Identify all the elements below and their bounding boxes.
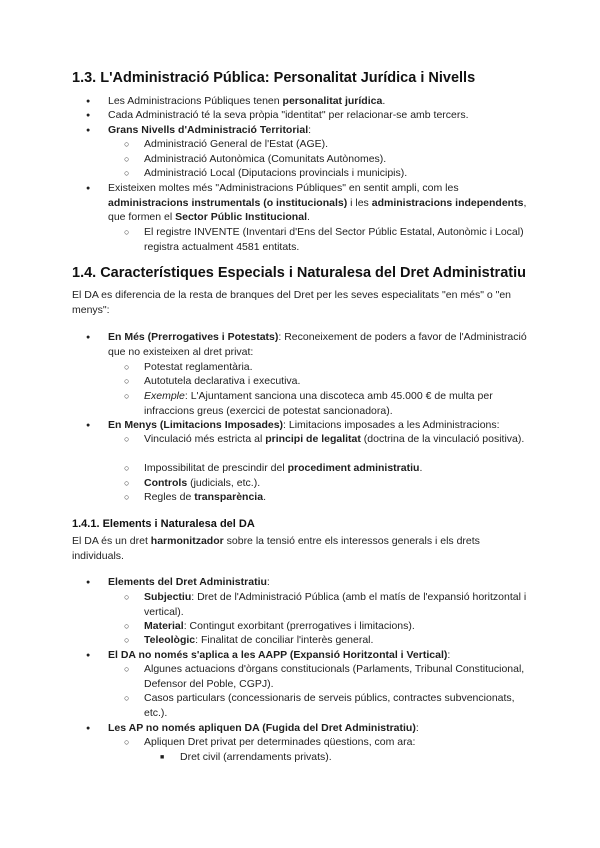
paragraph: El DA es diferencia de la resta de branques del Dret per les seves especialitats "en més" o "en menys": (72, 289, 512, 316)
list-item: ○ Casos particulars (concessionaris de serveis públics, contractes subvencionats, etc.). (144, 691, 534, 720)
list-item: ○ Teleològic: Finalitat de conciliar l'interès general. (144, 633, 534, 648)
list-item: ○ Administració Autonòmica (Comunitats Autònomes). (144, 152, 534, 167)
list-item: ● Les AP no només apliquen DA (Fugida del Dret Administratiu): (108, 721, 538, 736)
list-item: ○ Administració Local (Diputacions provincials i municipis). (144, 166, 534, 181)
list-item: ○ Potestat reglamentària. (144, 360, 534, 375)
list-item: ○ Material: Contingut exorbitant (prerrogatives i limitacions). (144, 619, 534, 634)
list-item: ● Cada Administració té la seva pròpia "identitat" per relacionar-se amb tercers. (108, 108, 538, 123)
list-item: ○ Vinculació més estricta al principi de legalitat (doctrina de la vinculació positiva). (144, 432, 534, 447)
list-item: ● Les Administracions Públiques tenen personalitat jurídica. (108, 94, 538, 109)
heading-1-4: 1.4. Característiques Especials i Naturalesa del Dret Administratiu (72, 265, 526, 281)
list-item: ○ Apliquen Dret privat per determinades qüestions, com ara: (144, 735, 534, 750)
list-item: ○ Subjectiu: Dret de l'Administració Pública (amb el matís de l'expansió horitzontal i vertical). (144, 590, 534, 619)
list-item: ○ Administració General de l'Estat (AGE). (144, 137, 534, 152)
list-item: ● Existeixen moltes més "Administracions Públiques" en sentit ampli, com les administracions instrumentals (o institucionals) i les administracions independents, que formen el Sector Públic Institucional. (108, 181, 538, 225)
list-item: ○ Exemple: L'Ajuntament sanciona una discoteca amb 45.000 € de multa per infraccions greus (exercici de potestat sancionadora). (144, 389, 534, 418)
list-item: ○ Autotutela declarativa i executiva. (144, 374, 534, 389)
list-item: ○ El registre INVENTE (Inventari d'Ens del Sector Públic Estatal, Autonòmic i Local) registra actualment 4581 entitats. (144, 225, 534, 254)
list-item: ● En Menys (Limitacions Imposades): Limitacions imposades a les Administracions: (108, 418, 538, 433)
heading-1-4-1: 1.4.1. Elements i Naturalesa del DA (72, 518, 255, 530)
list-item: ○ Algunes actuacions d'òrgans constitucionals (Parlaments, Tribunal Constitucional, Defensor del Poble, CGPJ). (144, 662, 534, 691)
list-item: ● Elements del Dret Administratiu: (108, 575, 538, 590)
list-item: ○ Impossibilitat de prescindir del procediment administratiu. (144, 461, 534, 476)
heading-1-3: 1.3. L'Administració Pública: Personalitat Jurídica i Nivells (72, 70, 476, 86)
list-item: ○ Regles de transparència. (144, 490, 534, 505)
list-item: ■ Dret civil (arrendaments privats). (180, 750, 530, 765)
list-item: ○ Controls (judicials, etc.). (144, 476, 534, 491)
list-item: ● En Més (Prerrogatives i Potestats): Reconeixement de poders a favor de l'Administració que no existeixen al dret privat: (108, 330, 538, 359)
list-item: ● Grans Nivells d'Administració Territorial: (108, 123, 538, 138)
list-item: ● El DA no només s'aplica a les AAPP (Expansió Horitzontal i Vertical): (108, 648, 538, 663)
paragraph: El DA és un dret harmonitzador sobre la tensió entre els interessos generals i els drets individuals. (72, 535, 480, 562)
